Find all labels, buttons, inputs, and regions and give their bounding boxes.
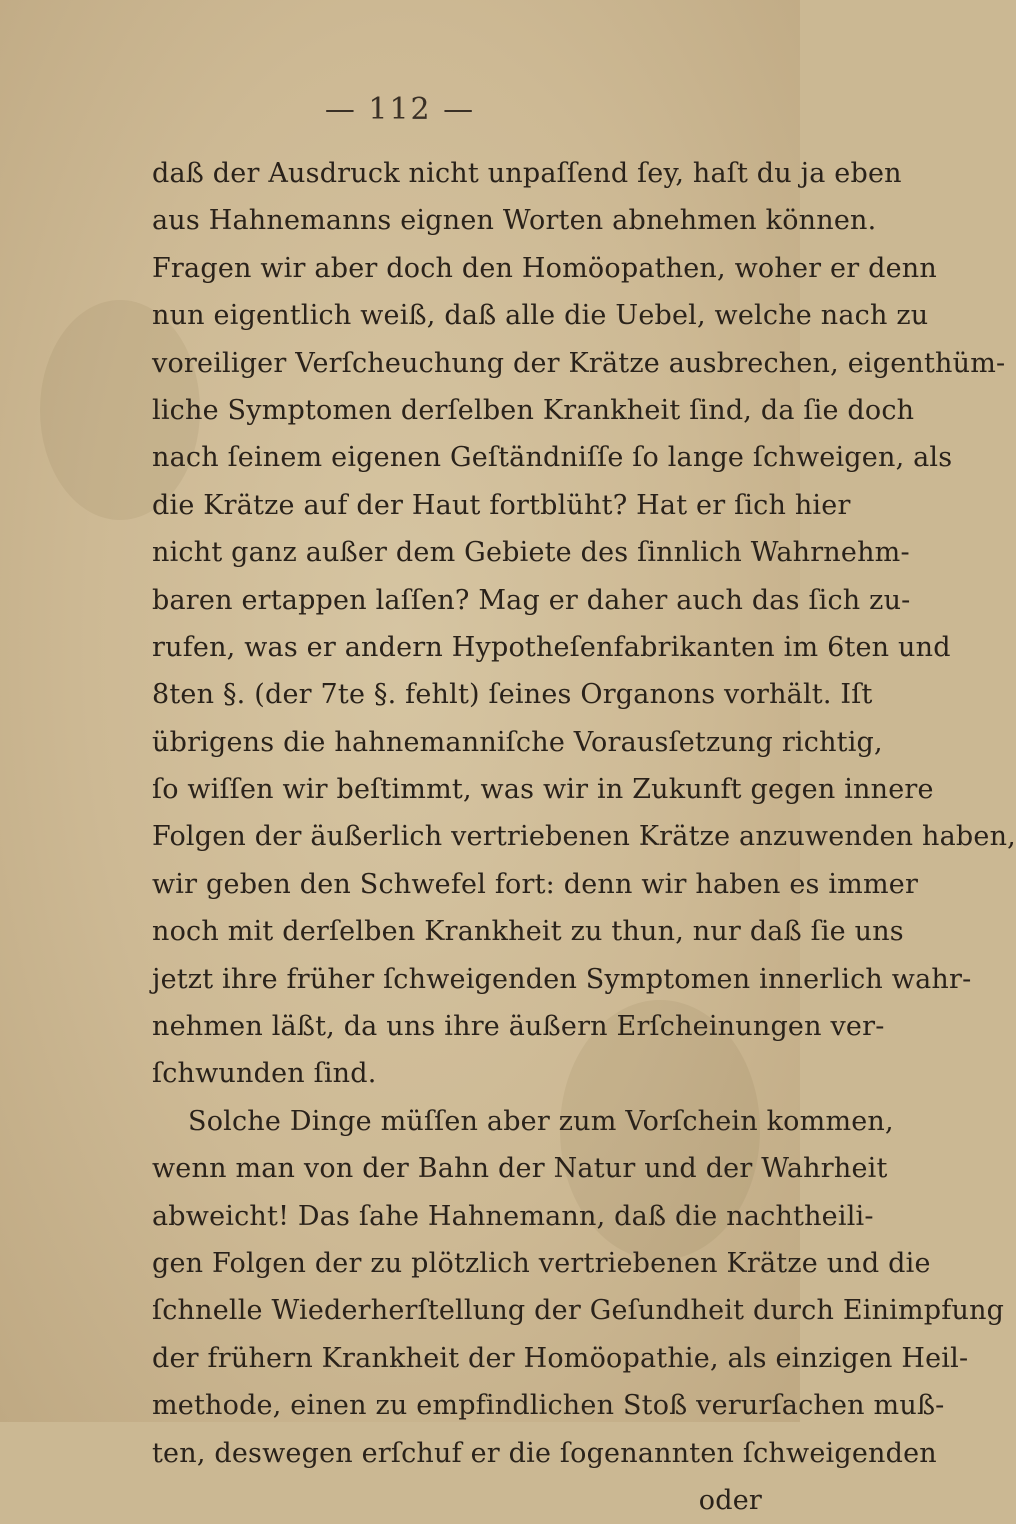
text-line: der frühern Krankheit der Homöopathie, als einzigen Heil- — [152, 1342, 969, 1374]
text-line: nehmen läßt, da uns ihre äußern Erſcheinungen ver- — [152, 1011, 885, 1043]
text-line: ſo wiſſen wir beſtimmt, was wir in Zukunft gegen innere — [152, 774, 934, 806]
text-line: jetzt ihre früher ſchweigenden Symptomen innerlich wahr- — [152, 963, 972, 995]
text-line: liche Symptomen derſelben Krankheit ſind, da ſie doch — [152, 394, 915, 426]
text-line: daß der Ausdruck nicht unpaſſend ſey, haſt du ja eben — [152, 158, 902, 189]
text-line: gen Folgen der zu plötzlich vertriebenen Krätze und die — [152, 1247, 931, 1279]
text-line: ſchwunden ſind. — [152, 1058, 377, 1090]
catchword: oder — [698, 1484, 762, 1516]
text-line: nach ſeinem eigenen Geſtändniſſe ſo lange ſchweigen, als — [152, 442, 953, 474]
text-line: baren ertappen laſſen? Mag er daher auch das ſich zu- — [152, 584, 911, 616]
text-line: die Krätze auf der Haut fortblüht? Hat er ſich hier — [152, 489, 851, 521]
text-line: wir geben den Schwefel fort: denn wir haben es immer — [152, 868, 919, 900]
text-line: methode, einen zu empfindlichen Stoß verurſachen muß- — [152, 1390, 945, 1422]
text-line: abweicht! Das ſahe Hahnemann, daß die nachtheili- — [152, 1200, 874, 1232]
body-text — [152, 150, 1016, 1524]
text-line: noch mit derſelben Krankheit zu thun, nur daß ſie uns — [152, 916, 904, 948]
text-line: nicht ganz außer dem Gebiete des ſinnlich Wahrnehm- — [152, 537, 910, 569]
text-line: Solche Dinge müſſen aber zum Vorſchein kommen, — [188, 1105, 894, 1137]
text-line: ten, deswegen erſchuf er die ſogenannten ſchweigenden — [152, 1437, 937, 1469]
text-line: wenn man von der Bahn der Natur und der Wahrheit — [152, 1153, 888, 1185]
text-line: rufen, was er andern Hypotheſenfabrikanten im 6ten und — [152, 631, 951, 663]
text-line: Folgen der äußerlich vertriebenen Krätze anzuwenden haben, — [152, 821, 1016, 853]
text-line: ſchnelle Wiederherſtellung der Geſundheit durch Einimpfung — [152, 1295, 1005, 1327]
text-line: nun eigentlich weiß, daß alle die Uebel, welche nach zu — [152, 300, 929, 332]
text-line: übrigens die hahnemanniſche Vorausſetzung richtig, — [152, 726, 883, 758]
page-number: — 112 — — [324, 92, 476, 127]
text-line: Fragen wir aber doch den Homöopathen, woher er denn — [152, 252, 937, 284]
text-line: 8ten §. (der 7te §. fehlt) ſeines Organons vorhält. Iſt — [152, 679, 873, 711]
text-line: aus Hahnemanns eignen Worten abnehmen können. — [152, 205, 877, 237]
text-line: voreiliger Verſcheuchung der Krätze ausbrechen, eigenthüm- — [152, 347, 1006, 379]
